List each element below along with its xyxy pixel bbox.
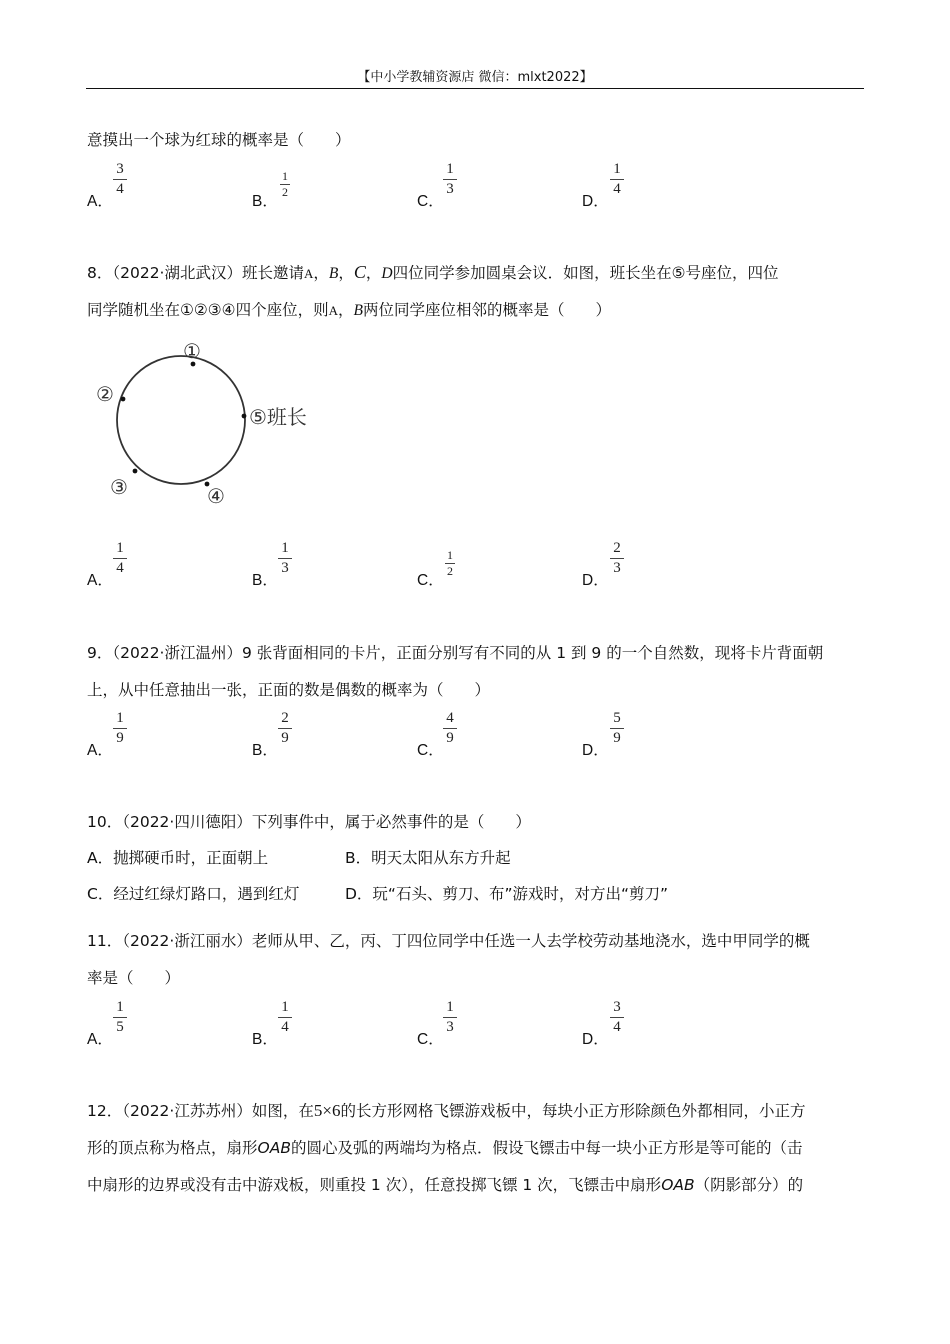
- q9-option-c-fraction: 4 9: [439, 710, 461, 747]
- q9-option-b-fraction: 2 9: [274, 710, 296, 747]
- q9-option-b[interactable]: B．: [252, 742, 278, 759]
- q11-option-d-fraction: 3 4: [606, 999, 628, 1036]
- q11-option-c-fraction: 1 3: [439, 999, 461, 1036]
- q11-stem-line2: 率是（ ）: [87, 969, 181, 987]
- q7-option-d[interactable]: D．: [582, 193, 609, 210]
- table-circle: [117, 356, 245, 484]
- q8-round-table-diagram: [90, 335, 330, 515]
- q12-stem-line2: 形的顶点称为格点，扇形OAB的圆心及弧的两端均为格点．假设飞镖击中每一块小正方形是等可能的（击: [87, 1139, 803, 1157]
- q12-stem-line3: 中扇形的边界或没有击中游戏板，则重投 1 次），任意投掷飞镖 1 次，飞镖击中扇形OAB（阴影部分）的: [87, 1176, 804, 1194]
- q7-option-d-fraction: 1 4: [606, 161, 628, 198]
- q9-option-c[interactable]: C．: [417, 742, 444, 759]
- q7-option-c-fraction: 1 3: [439, 161, 461, 198]
- q8-option-d-fraction: 2 3: [606, 540, 628, 577]
- q11-option-c[interactable]: C．: [417, 1031, 444, 1048]
- q8-option-c-fraction: 1 2: [447, 548, 453, 578]
- seat5-label: ⑤班长: [249, 405, 307, 429]
- q11-option-d[interactable]: D．: [582, 1031, 609, 1048]
- q8-option-a-fraction: 1 4: [109, 540, 131, 577]
- q10-option-a[interactable]: A．抛掷硬币时，正面朝上: [87, 849, 269, 867]
- q8-stem-line2: 同学随机坐在①②③④四个座位，则A，B两位同学座位相邻的概率是（ ）: [87, 301, 611, 319]
- q9-option-d-fraction: 5 9: [606, 710, 628, 747]
- seat1-label: ①: [183, 339, 201, 363]
- q10-option-d[interactable]: D．玩“石头、剪刀、布”游戏时，对方出“剪刀”: [345, 885, 669, 903]
- seat4-label: ④: [207, 484, 225, 508]
- q12-stem-line1: 12．（2022·江苏苏州）如图，在5×6的长方形网格飞镖游戏板中，每块小正方形除颜色外都相同，小正方: [87, 1101, 806, 1120]
- header-rule: [86, 88, 864, 89]
- q8-option-d[interactable]: D．: [582, 572, 609, 589]
- q7-option-a-fraction: 3 4: [109, 161, 131, 198]
- q11-stem-line1: 11．（2022·浙江丽水）老师从甲、乙，丙、丁四位同学中任选一人去学校劳动基地浇水，选中甲同学的概: [87, 932, 810, 950]
- q8-option-b-fraction: 1 3: [274, 540, 296, 577]
- q9-stem-line2: 上，从中任意抽出一张，正面的数是偶数的概率为（ ）: [87, 681, 491, 699]
- seat3-label: ③: [110, 475, 128, 499]
- q11-option-a[interactable]: A．: [87, 1031, 113, 1048]
- q10-option-c[interactable]: C．经过红绿灯路口，遇到红灯: [87, 885, 300, 903]
- q10-stem: 10．（2022·四川德阳）下列事件中，属于必然事件的是（ ）: [87, 813, 531, 831]
- q7-stem-tail: 意摸出一个球为红球的概率是（ ）: [87, 131, 351, 149]
- q8-option-c[interactable]: C．: [417, 572, 444, 589]
- q9-option-d[interactable]: D．: [582, 742, 609, 759]
- q8-option-a[interactable]: A．: [87, 572, 113, 589]
- seat3-dot: [133, 469, 138, 474]
- seat2-dot: [121, 397, 126, 402]
- q11-option-b[interactable]: B．: [252, 1031, 278, 1048]
- q11-option-a-fraction: 1 5: [109, 999, 131, 1036]
- q9-option-a[interactable]: A．: [87, 742, 113, 759]
- q9-option-a-fraction: 1 9: [109, 710, 131, 747]
- q7-option-a[interactable]: A．: [87, 193, 113, 210]
- seat2-label: ②: [96, 382, 114, 406]
- q7-option-b-fraction: 1 2: [282, 169, 288, 199]
- q8-stem-line1: 8．（2022·湖北武汉）班长邀请A，B，C，D四位同学参加圆桌会议．如图，班长坐在⑤号座位，四位: [87, 262, 779, 282]
- q8-option-b[interactable]: B．: [252, 572, 278, 589]
- q11-option-b-fraction: 1 4: [274, 999, 296, 1036]
- page-header: 【中小学教辅资源店 微信：mlxt2022】: [357, 70, 593, 85]
- q7-option-b[interactable]: B．: [252, 193, 278, 210]
- seat5-dot: [242, 414, 247, 419]
- q9-stem-line1: 9．（2022·浙江温州）9 张背面相同的卡片，正面分别写有不同的从 1 到 9 的一个自然数，现将卡片背面朝: [87, 644, 824, 662]
- q10-option-b[interactable]: B．明天太阳从东方升起: [345, 849, 511, 867]
- q7-option-c[interactable]: C．: [417, 193, 444, 210]
